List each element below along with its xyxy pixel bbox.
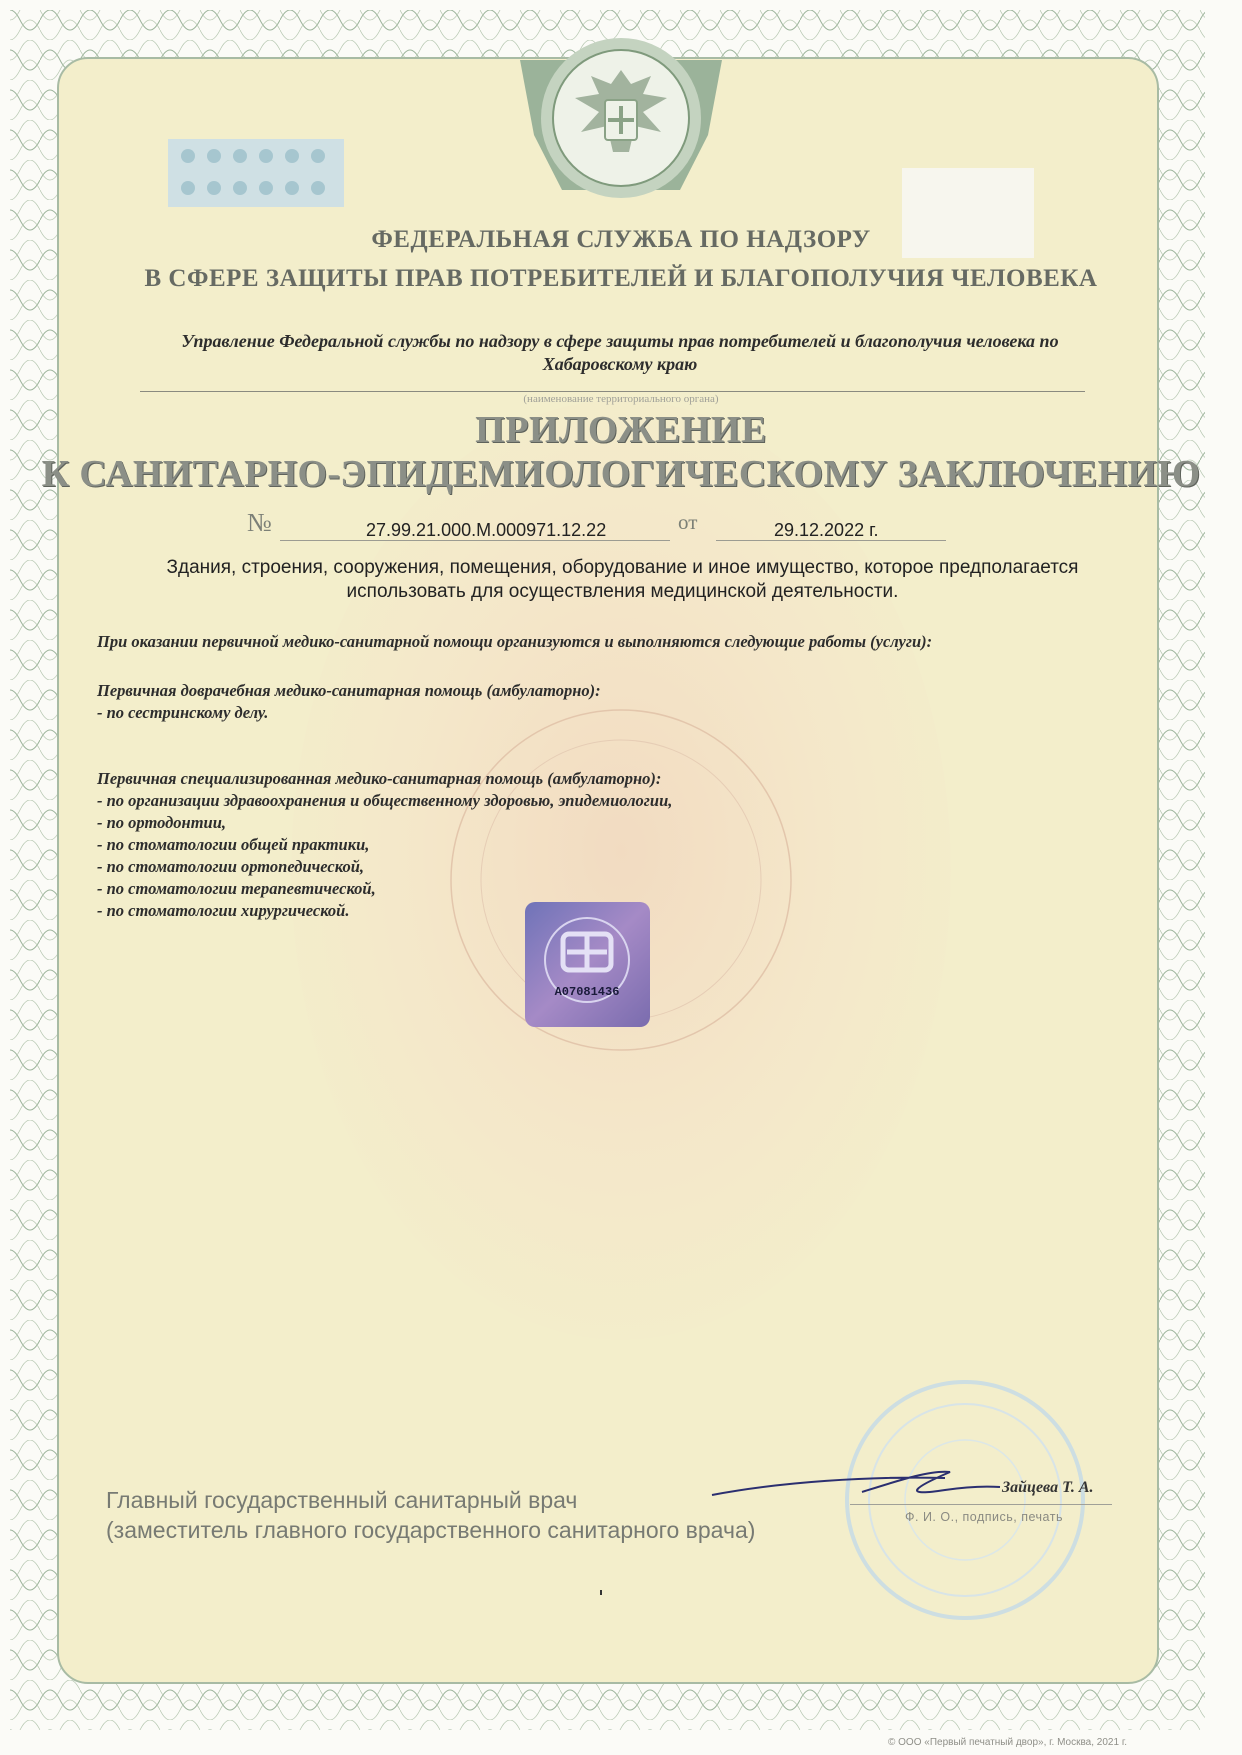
territorial-body-line2: Хабаровскому краю — [542, 354, 698, 374]
list-item: - по стоматологии хирургической. — [97, 901, 350, 920]
services-body — [97, 631, 1097, 922]
section2-title: Первичная специализированная медико-санитарная помощь (амбулаторно): — [97, 769, 662, 788]
agency-name-line1: ФЕДЕРАЛЬНАЯ СЛУЖБА ПО НАДЗОРУ — [371, 226, 871, 253]
printer-footer: © ООО «Первый печатный двор», г. Москва, 2021 г. — [888, 1737, 1128, 1748]
signature-underline — [850, 1504, 1112, 1505]
signatory-title-line2: (заместитель главного государственного санитарного врача) — [106, 1517, 756, 1543]
agency-name-line2: В СФЕРЕ ЗАЩИТЫ ПРАВ ПОТРЕБИТЕЛЕЙ И БЛАГОПОЛУЧИЯ ЧЕЛОВЕКА — [144, 265, 1098, 292]
list-item: - по сестринскому делу. — [97, 703, 269, 722]
subject-description — [100, 556, 1145, 604]
signatory-title — [106, 1485, 755, 1545]
conclusion-number: 27.99.21.000.М.000971.12.22 — [366, 520, 607, 540]
conclusion-date: 29.12.2022 г. — [774, 520, 879, 540]
territorial-body — [150, 330, 1090, 376]
territorial-body-caption: (наименование территориального органа) — [523, 393, 719, 405]
hologram-sticker — [525, 902, 650, 1027]
list-item: - по стоматологии общей практики, — [97, 835, 370, 854]
date-underline — [716, 540, 946, 541]
signature-caption: Ф. И. О., подпись, печать — [905, 1510, 1063, 1524]
list-item: - по стоматологии ортопедической, — [97, 857, 365, 876]
list-item: - по стоматологии терапевтической, — [97, 879, 376, 898]
subject-line2: использовать для осуществления медицинской деятельности. — [346, 581, 899, 602]
document-title-line2: К САНИТАРНО-ЭПИДЕМИОЛОГИЧЕСКОМУ ЗАКЛЮЧЕНИЮ — [41, 453, 1201, 495]
list-item: - по ортодонтии, — [97, 813, 227, 832]
hologram-serial: А07081436 — [554, 985, 620, 999]
territorial-body-underline — [140, 391, 1085, 392]
number-underline — [280, 540, 670, 541]
list-item: - по организации здравоохранения и общественному здоровью, эпидемиологии, — [97, 791, 673, 810]
signatory-name: Зайцева Т. А. — [1002, 1479, 1094, 1496]
services-intro: При оказании первичной медико-санитарной помощи организуются и выполняются следующие работы (услуги): — [97, 632, 933, 651]
section1-title: Первичная доврачебная медико-санитарная помощь (амбулаторно): — [97, 681, 601, 700]
document-title-line1: ПРИЛОЖЕНИЕ — [475, 409, 767, 451]
date-from-label: от — [678, 510, 698, 534]
number-sign: № — [247, 508, 272, 537]
territorial-body-line1: Управление Федеральной службы по надзору в сфере защиты прав потребителей и благополучия человека по — [181, 331, 1059, 351]
signatory-title-line1: Главный государственный санитарный врач — [106, 1487, 578, 1513]
subject-line1: Здания, строения, сооружения, помещения, оборудование и иное имущество, которое предполагается — [166, 557, 1079, 578]
